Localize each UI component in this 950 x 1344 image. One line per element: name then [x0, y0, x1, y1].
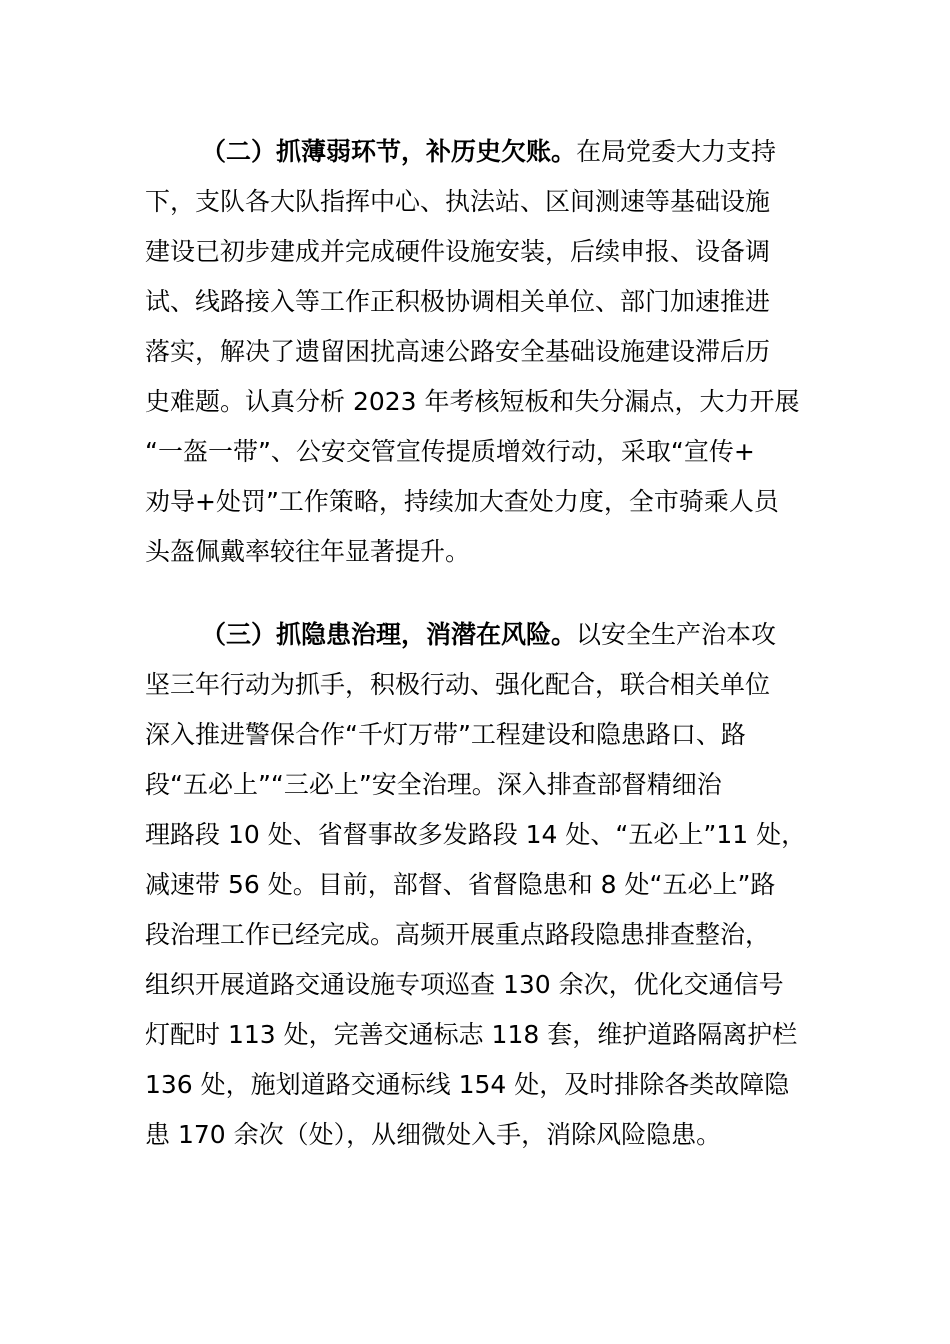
paragraph-line: 组织开展道路交通设施专项巡查 130 余次，优化交通信号: [145, 970, 784, 999]
paragraph-line: “一盔一带”、公安交管宣传提质增效行动，采取“宣传+: [145, 437, 755, 466]
paragraph-line: 坚三年行动为抓手，积极行动、强化配合，联合相关单位: [145, 670, 771, 699]
paragraph-text: 在局党委大力支持: [576, 137, 777, 166]
paragraph-line: 段治理工作已经完成。高频开展重点路段隐患排查整治，: [145, 920, 771, 949]
paragraph-section-3: [145, 610, 835, 1160]
paragraph-first-line: [145, 610, 835, 660]
paragraph-section-2: [145, 127, 835, 577]
paragraph-line: 落实，解决了遗留困扰高速公路安全基础设施建设滞后历: [145, 337, 771, 366]
paragraph-line: 建设已初步建成并完成硬件设施安装，后续申报、设备调: [145, 237, 771, 266]
paragraph-heading: （三）抓隐患治理，消潜在风险。: [201, 620, 577, 649]
paragraph-line: 深入推进警保合作“千灯万带”工程建设和隐患路口、路: [145, 720, 746, 749]
paragraph-line: 段“五必上”“三必上”安全治理。深入排查部督精细治: [145, 770, 722, 799]
paragraph-line: 下，支队各大队指挥中心、执法站、区间测速等基础设施: [145, 187, 771, 216]
paragraph-line: 灯配时 113 处，完善交通标志 118 套，维护道路隔离护栏: [145, 1020, 798, 1049]
paragraph-heading: （二）抓薄弱环节，补历史欠账。: [201, 137, 577, 166]
paragraph-line: 患 170 余次（处），从细微处入手，消除风险隐患。: [145, 1120, 722, 1149]
paragraph-line: 136 处，施划道路交通标线 154 处，及时排除各类故障隐: [145, 1070, 790, 1099]
paragraph-line: 头盔佩戴率较往年显著提升。: [145, 537, 471, 566]
paragraph-line: 减速带 56 处。目前，部督、省督隐患和 8 处“五必上”路: [145, 870, 776, 899]
paragraph-line: 试、线路接入等工作正积极协调相关单位、部门加速推进: [145, 287, 771, 316]
paragraph-text: 以安全生产治本攻: [576, 620, 777, 649]
paragraph-line: 劝导+处罚”工作策略，持续加大查处力度，全市骑乘人员: [145, 487, 779, 516]
paragraph-first-line: [145, 127, 835, 177]
paragraph-line: 理路段 10 处、省督事故多发路段 14 处、“五必上”11 处，: [145, 820, 807, 849]
paragraph-line: 史难题。认真分析 2023 年考核短板和失分漏点，大力开展: [145, 387, 800, 416]
